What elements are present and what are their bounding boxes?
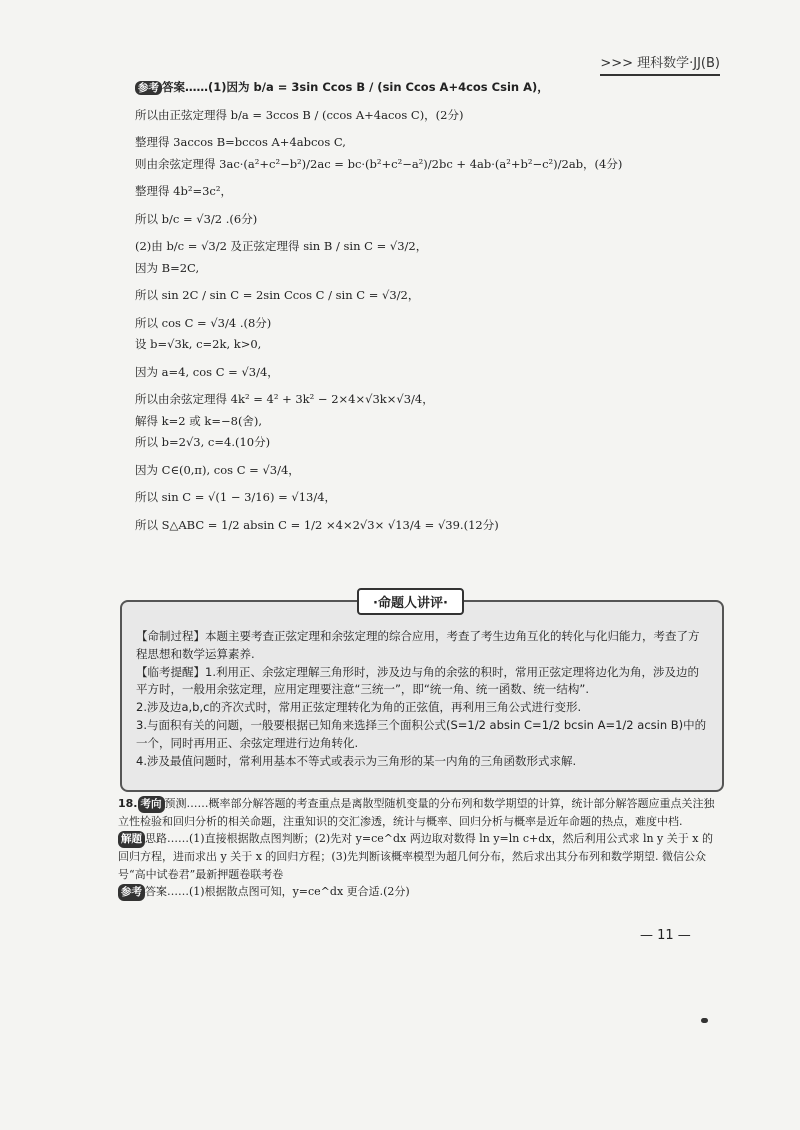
review-title: ·命题人讲评·: [357, 588, 464, 615]
answer-tag: 参考: [135, 81, 162, 95]
answer-line-18: 所以 S△ABC = 1/2 absin C = 1/2 ×4×2√3× √13/4 = √39.(12分): [135, 517, 499, 532]
answer-line-6: 所以 b/c = √3/2 .(6分): [135, 211, 258, 226]
question-18: [118, 795, 718, 901]
answer-line-4: 则由余弦定理得 3ac·(a²+c²−b²)/2ac = bc·(b²+c²−a²)/2bc + 4ab·(a²+b²−c²)/2ab，(4分): [135, 156, 623, 171]
answer-line-17: 所以 sin C = √(1 − 3/16) = √13/4，: [135, 490, 337, 505]
answer-line-8: 因为 B=2C,: [135, 260, 200, 275]
review-box: [120, 596, 724, 792]
answer-section: [135, 80, 720, 533]
forecast-tag: 考向: [138, 796, 165, 813]
approach-tag: 解题: [118, 831, 145, 848]
review-body: [136, 628, 708, 771]
answer-line-11: 设 b=√3k, c=2k, k>0,: [135, 337, 262, 352]
page-header: >>> 理科数学·JJ(B): [600, 52, 720, 76]
answer-line-9: 所以 sin 2C / sin C = 2sin Ccos C / sin C = √3/2，: [135, 288, 420, 303]
answer-line-13: 所以由余弦定理得 4k² = 4² + 3k² − 2×4×√3k×√3/4，: [135, 392, 434, 407]
answer-line-10: 所以 cos C = √3/4 .(8分): [135, 315, 272, 330]
answer-line-1: 参考 答案……(1)因为 b/a = 3sin Ccos B / (sin Ccos A+4cos Csin A)，: [135, 80, 720, 96]
q18-answer: 参考 答案……(1)根据散点图可知，y=ce^dx 更合适.(2分): [118, 883, 718, 901]
answer-line-5: 整理得 4b²=3c²，: [135, 184, 232, 199]
review-paragraph: 【临考提醒】1.利用正、余弦定理解三角形时，涉及边与角的余弦的积时，常用正弦定理将边化为角，涉及边的平方时，一般用余弦定理，应用定理要注意“三统一”，即“统一角、统一函数、统一结构”.: [136, 664, 699, 697]
review-paragraph: 4.涉及最值问题时，常利用基本不等式或表示为三角形的某一内角的三角函数形式求解.: [136, 753, 577, 768]
answer-line-7: (2)由 b/c = √3/2 及正弦定理得 sin B / sin C = √3/2，: [135, 239, 428, 254]
review-paragraph: 3.与面积有关的问题，一般要根据已知角来选择三个面积公式(S=1/2 absin C=1/2 bcsin A=1/2 acsin B)中的一个，同时再用正、余弦定理进行边角转化.: [136, 718, 707, 750]
q18-forecast: 18. 考向 预测……概率部分解答题的考查重点是离散型随机变量的分布列和数学期望的计算，统计部分解答题应重点关注独立性检验和回归分析的相关命题，注重知识的交汇渗透，统计与概率、回归分析与概率是近年命题的热点，难度中档.: [118, 797, 715, 828]
ink-dot: [701, 1018, 708, 1023]
page-number: — 11 —: [640, 928, 691, 943]
answer-line-12: 因为 a=4, cos C = √3/4，: [135, 364, 279, 379]
answer-line-15: 所以 b=2√3, c=4.(10分): [135, 435, 271, 450]
q18-approach: 解题 思路……(1)直接根据散点图判断；(2)先对 y=ce^dx 两边取对数得 ln y=ln c+dx，然后利用公式求 ln y 关于 x 的回归方程，进而求出 y 关于 x 的回归方程；(3)先判断该概率模型为超几何分布，然后求出其分布列和数学期望. 微信公众号“高中试卷君”最新押题卷联考卷: [118, 832, 713, 881]
answer-line-3: 整理得 3accos B=bccos A+4abcos C,: [135, 135, 346, 150]
answer-line-2: 所以由正弦定理得 b/a = 3ccos B / (ccos A+4acos C)，(2分): [135, 107, 464, 122]
q18-number: 18.: [118, 797, 138, 810]
answer-line-14: 解得 k=2 或 k=−8(舍),: [135, 413, 263, 428]
review-paragraph: 【命制过程】本题主要考查正弦定理和余弦定理的综合应用，考查了考生边角互化的转化与化归能力，考查了方程思想和数学运算素养.: [136, 629, 700, 661]
answer-tag-18: 参考: [118, 884, 145, 901]
review-paragraph: 2.涉及边a,b,c的齐次式时，常用正弦定理转化为角的正弦值，再利用三角公式进行变形.: [136, 700, 582, 715]
answer-line-16: 因为 C∈(0,π), cos C = √3/4，: [135, 462, 300, 477]
